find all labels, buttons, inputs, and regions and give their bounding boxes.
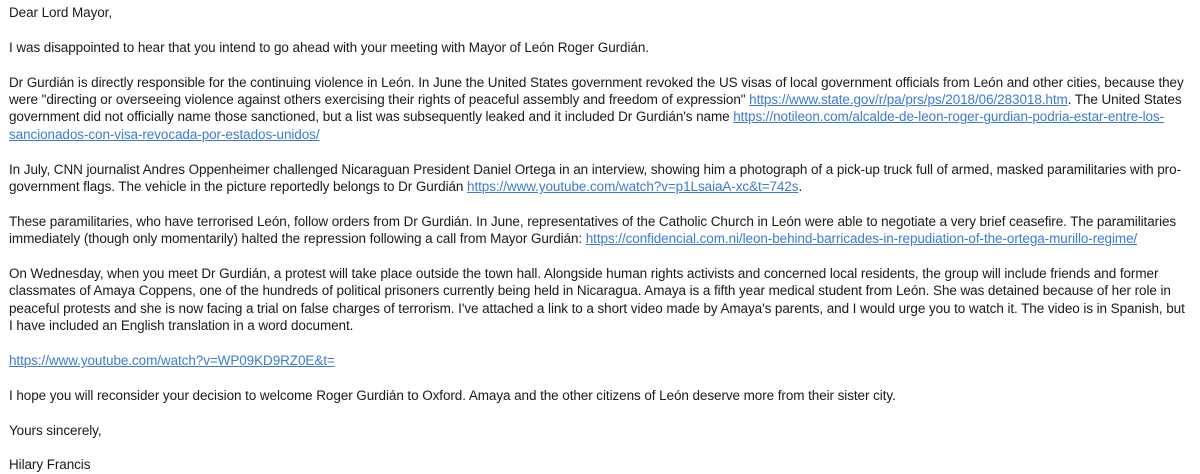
paragraph-cnn-text-b: . (798, 179, 803, 195)
youtube-oppenheimer-link[interactable]: https://www.youtube.com/watch?v=p1LsaiaA-xc&t=742s (467, 179, 799, 195)
notileon-link[interactable]: https://notileon.com/alcalde-de-leon-roger-gurdian-podria-estar-entre-los-sancionados-con-visa-revocada-por-estados-unidos/ (9, 109, 1165, 142)
confidencial-link[interactable]: https://confidencial.com.ni/leon-behind-barricades-in-repudiation-of-the-ortega-murillo-regime/ (585, 231, 1138, 247)
paragraph-reconsider: I hope you will reconsider your decision to welcome Roger Gurdián to Oxford. Amaya and the other citizens of León deserve more from their sister city. (9, 387, 896, 403)
paragraph-visas-text-a: Dr Gurdián is directly responsible for the continuing violence in León. In June the United States government revoked the US visas of local government officials from León and other cities, because they were "directing or overseeing violence against others exercising their rights of peaceful assembly and freedom of expression" (9, 74, 1184, 107)
salutation: Dear Lord Mayor, (9, 5, 113, 20)
paragraph-meeting: I was disappointed to hear that you intend to go ahead with your meeting with Mayor of León Roger Gurdián. (9, 39, 649, 55)
closing: Yours sincerely, (9, 422, 102, 438)
paragraph-paramilitaries (9, 213, 1189, 248)
signature: Hilary Francis (9, 457, 91, 473)
state-gov-link[interactable]: https://www.state.gov/r/pa/prs/ps/2018/06/283018.htm (749, 92, 1068, 107)
paragraph-protest: On Wednesday, when you meet Dr Gurdián, a protest will take place outside the town hall. Alongside human rights activists and concerned local residents, the group will include friends and former classmates of Amaya Coppens, one of the hundreds of political prisoners currently being held in Nicaragua. Amaya is a fifth year medical student from León. She was detained because of her role in peaceful protests and she is now facing a trial on false charges of terrorism. I've attached a link to a short video made by Amaya's parents, and I would urge you to watch it. The video is in Spanish, but I have included an English translation in a word document. (9, 266, 1185, 334)
paragraph-video-link (9, 352, 1189, 369)
paragraph-paramilitaries-text: These paramilitaries, who have terrorised León, follow orders from Dr Gurdián. In June, representatives of the Catholic Church in León were able to negotiate a very brief ceasefire. The paramilitaries immediately (though only momentarily) halted the repression following a call from Mayor Gurdián: (9, 213, 1177, 247)
paragraph-cnn-text-a: In July, CNN journalist Andres Oppenheimer challenged Nicaraguan President Daniel Ortega in an interview, showing him a photograph of a pick-up truck full of armed, masked paramilitaries with pro-government flags. The vehicle in the picture reportedly belongs to Dr Gurdián (9, 161, 1181, 195)
paragraph-visas-text-b: . The United States government did not officially name those sanctioned, but a list was subsequently leaked and it included Dr Gurdián's name (9, 92, 1182, 125)
youtube-amaya-video-link[interactable]: https://www.youtube.com/watch?v=WP09KD9RZ0E&t= (9, 353, 335, 369)
paragraph-cnn (9, 161, 1189, 196)
paragraph-visas (9, 74, 1189, 144)
